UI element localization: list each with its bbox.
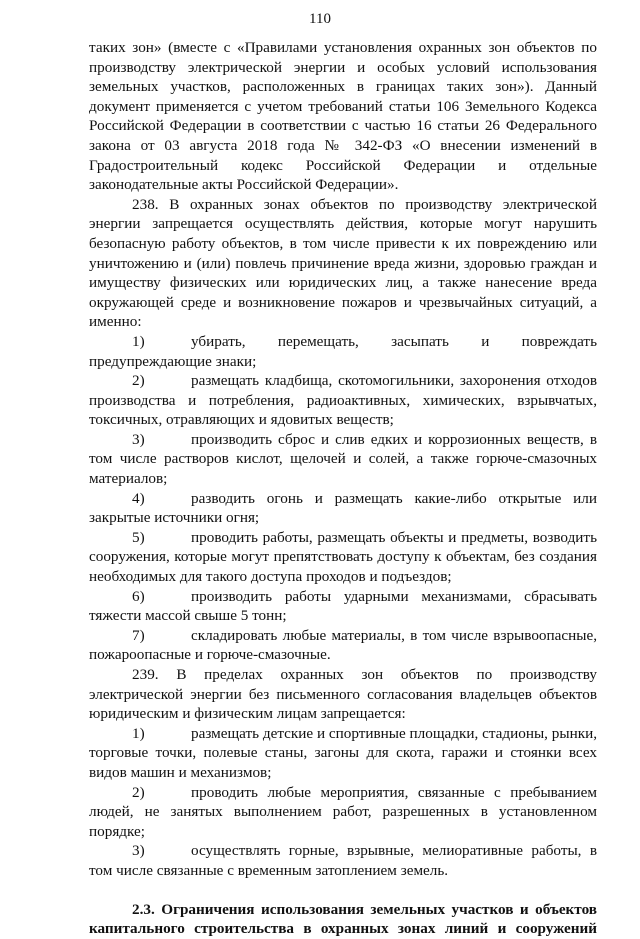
list-item-number: 4) bbox=[132, 489, 145, 507]
list-item bbox=[89, 430, 597, 489]
list-item bbox=[89, 371, 597, 430]
list-item-text: осуществлять горные, взрывные, мелиоративные работы, в том числе связанные с временным затоплением земель. bbox=[89, 842, 597, 879]
list-item bbox=[89, 841, 597, 880]
list-item bbox=[89, 489, 597, 528]
list-item-text: убирать, перемещать, засыпать и повреждать предупреждающие знаки; bbox=[89, 332, 597, 370]
list-item bbox=[89, 783, 597, 842]
document-body bbox=[89, 38, 597, 939]
list-item bbox=[89, 724, 597, 783]
list-238 bbox=[89, 332, 597, 665]
list-item-number: 5) bbox=[132, 528, 145, 546]
list-item-text: складировать любые материалы, в том числе взрывоопасные, пожароопасные и горюче-смазочные. bbox=[89, 626, 597, 664]
list-item-number: 3) bbox=[132, 842, 145, 860]
paragraph-intro: таких зон» (вместе с «Правилами установления охранных зон объектов по производству электрической энергии и особых условий использования земельных участков, расположенных в границах таких зон»). Данный документ применяется с учетом требований статьи 106 Земельного Кодекса Российской Федерации в соответствии с частью 16 статьи 26 Федерального закона от 03 августа 2018 года № 342-ФЗ «О внесении изменений в Градостроительный кодекс Российской Федерации и отдельные законодательные акты Российской Федерации». bbox=[89, 39, 597, 194]
list-item-number: 7) bbox=[132, 626, 145, 644]
list-item-number: 3) bbox=[132, 430, 145, 448]
list-item-text: производить работы ударными механизмами, сбрасывать тяжести массой свыше 5 тонн; bbox=[89, 587, 597, 625]
page-number: 110 bbox=[309, 11, 331, 27]
list-item bbox=[89, 528, 597, 587]
list-item-text: размещать кладбища, скотомогильники, захоронения отходов производства и потребления, радиоактивных, химических, взрывчатых, токсичных, отравляющих и ядовитых веществ; bbox=[89, 372, 597, 429]
list-item-number: 2) bbox=[132, 372, 145, 390]
list-item bbox=[89, 587, 597, 626]
list-item-text: производить сброс и слив едких и коррозионных веществ, в том числе растворов кислот, щелочей и солей, а также горюче-смазочных материалов; bbox=[89, 430, 597, 488]
list-item-number: 2) bbox=[132, 783, 145, 801]
section-heading: 2.3. Ограничения использования земельных участков и объектов капитального строительства в охранных зонах линий и сооружений bbox=[89, 900, 597, 938]
list-item-number: 6) bbox=[132, 587, 145, 605]
list-item bbox=[89, 332, 597, 371]
list-item-text: проводить любые мероприятия, связанные с пребыванием людей, не занятых выполнением работ, разрешенных в установленном порядке; bbox=[89, 783, 597, 840]
list-item-text: разводить огонь и размещать какие-либо открытые или закрытые источники огня; bbox=[89, 489, 597, 527]
list-item-text: размещать детские и спортивные площадки, стадионы, рынки, торговые точки, полевые станы, загоны для скота, гаражи и стоянки всех видов машин и механизмов; bbox=[89, 724, 598, 781]
list-item-number: 1) bbox=[132, 332, 145, 350]
list-item-number: 1) bbox=[132, 724, 145, 742]
paragraph-239: 239. В пределах охранных зон объектов по производству электрической энергии без письменного согласования владельцев объектов юридическим и физическим лицам запрещается: bbox=[89, 666, 597, 723]
list-item bbox=[89, 626, 597, 665]
paragraph-238: 238. В охранных зонах объектов по производству электрической энергии запрещается осуществлять действия, которые могут нарушить безопасную работу объектов, в том числе привести к их повреждению или уничтожению и (или) повлечь причинение вреда жизни, здоровью граждан и имуществу физических или юридических лиц, а также нанесение вреда окружающей среде и возникновение пожаров и чрезвычайных ситуаций, а именно: bbox=[89, 195, 597, 331]
list-item-text: проводить работы, размещать объекты и предметы, возводить сооружения, которые могут препятствовать доступу к объектам, без создания необходимых для такого доступа проходов и подъездов; bbox=[89, 528, 597, 586]
list-239 bbox=[89, 724, 597, 881]
